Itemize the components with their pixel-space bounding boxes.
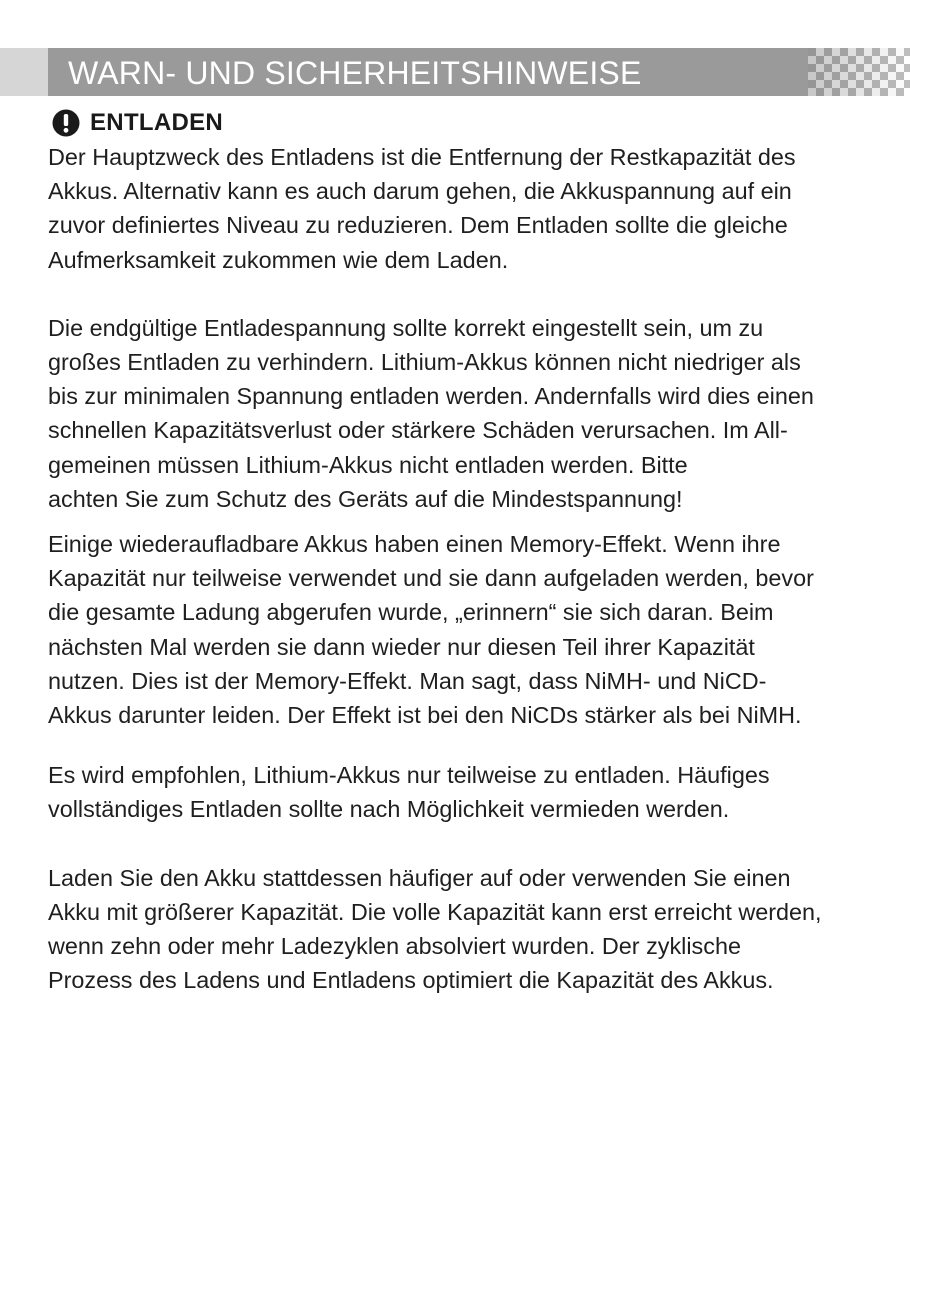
- text-line: Es wird empfohlen, Lithium-Akkus nur teilweise zu entladen. Häufiges: [48, 762, 770, 789]
- page-title: WARN- UND SICHERHEITSHINWEISE: [68, 55, 642, 91]
- paragraph: [48, 861, 948, 998]
- text-line: Einige wiederaufladbare Akkus haben einen Memory-Effekt. Wenn ihre: [48, 531, 781, 558]
- paragraph-spacer: [48, 277, 948, 311]
- paragraph: [48, 140, 948, 277]
- text-line: Akkus. Alternativ kann es auch darum gehen, die Akkuspannung auf ein: [48, 178, 792, 205]
- text-line: schnellen Kapazitätsverlust oder stärkere Schäden verursachen. Im All-: [48, 417, 788, 444]
- text-line: Der Hauptzweck des Entladens ist die Entfernung der Restkapazität des: [48, 144, 796, 170]
- text-line: Prozess des Ladens und Entladens optimiert die Kapazität des Akkus.: [48, 967, 774, 994]
- section-title: ENTLADEN: [90, 109, 224, 136]
- text-line: großes Entladen zu verhindern. Lithium-Akkus können nicht niedriger als: [48, 349, 801, 376]
- text-line: Laden Sie den Akku stattdessen häufiger auf oder verwenden Sie einen: [48, 864, 791, 891]
- paragraph-spacer: [48, 732, 948, 758]
- checker-pattern-icon: [808, 48, 910, 96]
- text-line: achten Sie zum Schutz des Geräts auf die Mindestspannung!: [48, 485, 683, 512]
- text-line: wenn zehn oder mehr Ladezyklen absolviert wurden. Der zyklische: [48, 933, 741, 960]
- text-line: bis zur minimalen Spannung entladen werden. Andernfalls wird dies einen: [48, 383, 814, 410]
- paragraph-spacer: [48, 827, 948, 861]
- text-line: zuvor definiertes Niveau zu reduzieren. Dem Entladen sollte die gleiche: [48, 212, 788, 239]
- text-line: Akku mit größerer Kapazität. Die volle Kapazität kann erst erreicht werden,: [48, 898, 822, 925]
- paragraph: [48, 311, 948, 516]
- text-line: Kapazität nur teilweise verwendet und sie dann aufgeladen werden, bevor: [48, 565, 814, 592]
- paragraph: [48, 758, 948, 826]
- text-line: Akkus darunter leiden. Der Effekt ist bei den NiCDs stärker als bei NiMH.: [48, 702, 802, 729]
- text-line: Die endgültige Entladespannung sollte korrekt eingestellt sein, um zu: [48, 314, 764, 341]
- header-bar: [0, 48, 910, 96]
- text-line: nächsten Mal werden sie dann wieder nur diesen Teil ihrer Kapazität: [48, 633, 755, 660]
- exclamation-circle-icon: [52, 109, 80, 137]
- text-line: vollständiges Entladen sollte nach Möglichkeit vermieden werden.: [48, 796, 730, 823]
- section-heading: [52, 108, 223, 138]
- paragraph: [48, 527, 948, 732]
- text-line: die gesamte Ladung abgerufen wurde, „erinnern“ sie sich daran. Beim: [48, 599, 774, 626]
- text-line: nutzen. Dies ist der Memory-Effekt. Man sagt, dass NiMH- und NiCD-: [48, 667, 767, 694]
- paragraph-spacer: [48, 516, 948, 527]
- text-line: Aufmerksamkeit zukommen wie dem Laden.: [48, 246, 509, 273]
- header-accent-block: [0, 48, 48, 96]
- document-body: [48, 140, 948, 997]
- text-line: gemeinen müssen Lithium-Akkus nicht entladen werden. Bitte: [48, 451, 688, 478]
